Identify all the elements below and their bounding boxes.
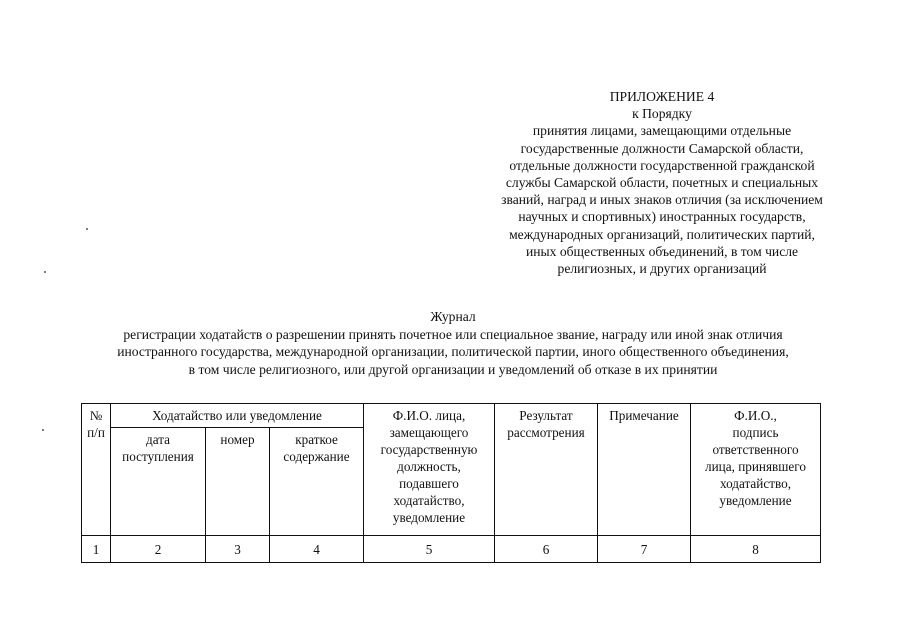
journal-subtitle-line: в том числе религиозного, или другой организации и уведомлений об отказе в их принятии: [188, 361, 718, 377]
column-number-cell: 6: [495, 536, 598, 563]
column-number-cell: 4: [270, 536, 364, 563]
header-summary: краткое содержание: [270, 428, 364, 536]
appendix-line: религиозных, и других организаций: [557, 261, 767, 277]
header-fio-applicant: Ф.И.О. лица, замещающего государственную должность, подавшего ходатайство, уведомление: [364, 404, 495, 536]
column-number-cell: 7: [598, 536, 691, 563]
scan-speck: [42, 429, 44, 431]
column-number-cell: 3: [206, 536, 270, 563]
header-result: Результат рассмотрения: [495, 404, 598, 536]
header-registration-number: номер: [206, 428, 270, 536]
appendix-line: государственные должности Самарской области,: [520, 140, 804, 156]
header-petition-group: Ходатайство или уведомление: [111, 404, 364, 428]
journal-heading: [30, 308, 876, 378]
appendix-line: службы Самарской области, почетных и специальных: [505, 175, 819, 191]
header-note: Примечание: [598, 404, 691, 536]
appendix-line: международных организаций, политических партий,: [509, 226, 815, 242]
column-number-cell: 2: [111, 536, 206, 563]
scan-speck: [44, 271, 46, 273]
appendix-line: принятия лицами, замещающими отдельные: [532, 123, 792, 139]
column-number-cell: 8: [691, 536, 821, 563]
appendix-line: иных общественных объединений, в том числе: [525, 243, 799, 259]
appendix-line: к Порядку: [632, 106, 692, 122]
header-responsible-person: Ф.И.О., подпись ответственного лица, принявшего ходатайство, уведомление: [691, 404, 821, 536]
appendix-line: отдельные должности государственной гражданской: [509, 157, 815, 173]
header-receipt-date: дата поступления: [111, 428, 206, 536]
appendix-title: ПРИЛОЖЕНИЕ 4: [609, 89, 715, 104]
appendix-line: научных и спортивных) иностранных государств,: [518, 209, 806, 225]
journal-subtitle-line: иностранного государства, международной организации, политической партии, иного общественного объединения,: [117, 344, 789, 359]
column-number-cell: 5: [364, 536, 495, 563]
journal-title: Журнал: [430, 309, 476, 324]
column-number-cell: 1: [82, 536, 111, 563]
header-number-column: № п/п: [82, 404, 111, 536]
registration-table: [81, 403, 821, 563]
scan-speck: [86, 228, 88, 230]
appendix-header: [468, 88, 856, 277]
table-row: [82, 536, 821, 563]
appendix-line: званий, наград и иных знаков отличия (за исключением: [501, 192, 823, 208]
journal-subtitle-line: регистрации ходатайств о разрешении принять почетное или специальное звание, награду или иной знак отличия: [123, 326, 783, 342]
